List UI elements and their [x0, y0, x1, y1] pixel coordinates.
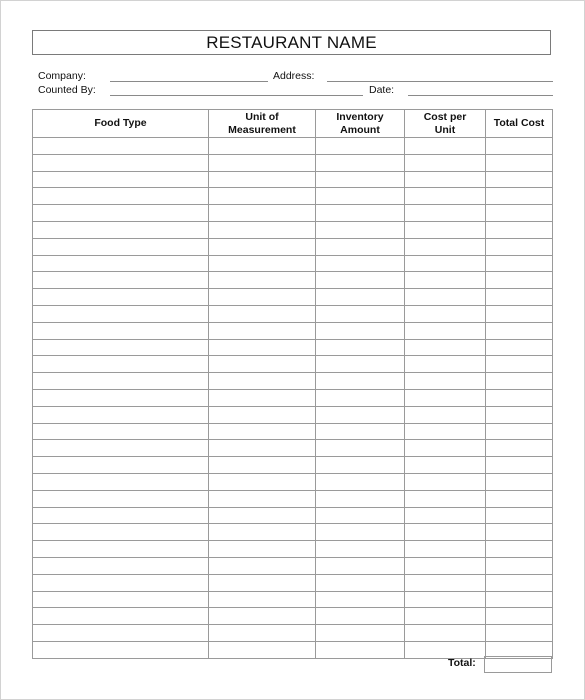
- table-cell[interactable]: [405, 255, 486, 272]
- table-cell[interactable]: [316, 255, 405, 272]
- table-cell[interactable]: [486, 322, 553, 339]
- table-cell[interactable]: [486, 541, 553, 558]
- table-cell[interactable]: [33, 440, 209, 457]
- table-cell[interactable]: [209, 356, 316, 373]
- table-cell[interactable]: [316, 322, 405, 339]
- table-row: [33, 524, 553, 541]
- table-cell[interactable]: [405, 625, 486, 642]
- table-cell[interactable]: [33, 608, 209, 625]
- table-cell[interactable]: [33, 625, 209, 642]
- table-cell[interactable]: [405, 457, 486, 474]
- table-cell[interactable]: [209, 205, 316, 222]
- table-cell[interactable]: [316, 641, 405, 658]
- table-cell[interactable]: [486, 389, 553, 406]
- table-row: [33, 557, 553, 574]
- table-cell[interactable]: [209, 541, 316, 558]
- table-cell[interactable]: [405, 641, 486, 658]
- table-row: [33, 473, 553, 490]
- table-cell[interactable]: [486, 608, 553, 625]
- table-cell[interactable]: [486, 591, 553, 608]
- table-cell[interactable]: [209, 574, 316, 591]
- table-cell[interactable]: [209, 440, 316, 457]
- table-cell[interactable]: [33, 473, 209, 490]
- table-cell[interactable]: [405, 574, 486, 591]
- table-row: [33, 171, 553, 188]
- table-cell[interactable]: [33, 373, 209, 390]
- table-cell[interactable]: [486, 305, 553, 322]
- header-cost-per-unit: Cost per Unit: [405, 110, 486, 138]
- table-cell[interactable]: [209, 171, 316, 188]
- table-cell[interactable]: [33, 171, 209, 188]
- table-cell[interactable]: [486, 423, 553, 440]
- table-cell[interactable]: [33, 406, 209, 423]
- table-cell[interactable]: [486, 238, 553, 255]
- table-cell[interactable]: [486, 625, 553, 642]
- table-cell[interactable]: [316, 205, 405, 222]
- table-row: [33, 625, 553, 642]
- table-cell[interactable]: [405, 608, 486, 625]
- table-cell[interactable]: [209, 389, 316, 406]
- table-cell[interactable]: [316, 608, 405, 625]
- table-cell[interactable]: [33, 154, 209, 171]
- table-cell[interactable]: [316, 305, 405, 322]
- table-cell[interactable]: [405, 221, 486, 238]
- header-inventory-amount: Inventory Amount: [316, 110, 405, 138]
- table-cell[interactable]: [316, 238, 405, 255]
- table-cell[interactable]: [405, 440, 486, 457]
- table-row: [33, 457, 553, 474]
- counted-by-field[interactable]: [110, 95, 363, 96]
- table-cell[interactable]: [33, 238, 209, 255]
- table-cell[interactable]: [405, 490, 486, 507]
- table-cell[interactable]: [209, 608, 316, 625]
- table-cell[interactable]: [33, 356, 209, 373]
- table-cell[interactable]: [486, 406, 553, 423]
- table-cell[interactable]: [316, 171, 405, 188]
- table-cell[interactable]: [316, 557, 405, 574]
- company-label: Company:: [38, 70, 86, 82]
- table-cell[interactable]: [33, 339, 209, 356]
- table-cell[interactable]: [316, 574, 405, 591]
- table-cell[interactable]: [486, 457, 553, 474]
- table-cell[interactable]: [405, 272, 486, 289]
- address-field[interactable]: [327, 81, 553, 82]
- table-cell[interactable]: [33, 641, 209, 658]
- table-cell[interactable]: [316, 339, 405, 356]
- table-cell[interactable]: [486, 373, 553, 390]
- table-cell[interactable]: [405, 373, 486, 390]
- table-cell[interactable]: [405, 557, 486, 574]
- table-cell[interactable]: [486, 490, 553, 507]
- table-cell[interactable]: [209, 406, 316, 423]
- table-cell[interactable]: [405, 138, 486, 155]
- table-cell[interactable]: [486, 138, 553, 155]
- table-cell[interactable]: [209, 238, 316, 255]
- company-field[interactable]: [110, 81, 268, 82]
- table-row: [33, 373, 553, 390]
- table-cell[interactable]: [209, 154, 316, 171]
- table-cell[interactable]: [209, 255, 316, 272]
- date-field[interactable]: [408, 95, 553, 96]
- table-cell[interactable]: [405, 305, 486, 322]
- table-cell[interactable]: [33, 541, 209, 558]
- table-cell[interactable]: [209, 423, 316, 440]
- table-cell[interactable]: [486, 524, 553, 541]
- table-cell[interactable]: [33, 272, 209, 289]
- table-cell[interactable]: [209, 625, 316, 642]
- table-cell[interactable]: [405, 205, 486, 222]
- table-cell[interactable]: [209, 457, 316, 474]
- table-cell[interactable]: [405, 541, 486, 558]
- table-cell[interactable]: [33, 305, 209, 322]
- header-row: [33, 110, 553, 138]
- table-cell[interactable]: [486, 188, 553, 205]
- table-cell[interactable]: [33, 457, 209, 474]
- table-cell[interactable]: [209, 221, 316, 238]
- table-cell[interactable]: [405, 339, 486, 356]
- table-cell[interactable]: [405, 507, 486, 524]
- table-cell[interactable]: [486, 356, 553, 373]
- counted-by-label: Counted By:: [38, 84, 96, 96]
- table-cell[interactable]: [486, 440, 553, 457]
- total-field[interactable]: [484, 656, 552, 673]
- table-cell[interactable]: [405, 289, 486, 306]
- table-cell[interactable]: [33, 557, 209, 574]
- table-cell[interactable]: [209, 373, 316, 390]
- table-cell[interactable]: [33, 423, 209, 440]
- table-row: [33, 507, 553, 524]
- table-cell[interactable]: [209, 490, 316, 507]
- table-cell[interactable]: [486, 171, 553, 188]
- table-cell[interactable]: [209, 188, 316, 205]
- table-row: [33, 238, 553, 255]
- table-row: [33, 406, 553, 423]
- table-cell[interactable]: [316, 188, 405, 205]
- address-label: Address:: [273, 70, 315, 82]
- inventory-table: [32, 109, 553, 659]
- table-row: [33, 289, 553, 306]
- table-row: [33, 541, 553, 558]
- table-cell[interactable]: [209, 473, 316, 490]
- table-cell[interactable]: [486, 255, 553, 272]
- table-cell[interactable]: [316, 490, 405, 507]
- table-cell[interactable]: [209, 339, 316, 356]
- table-cell[interactable]: [486, 473, 553, 490]
- table-row: [33, 322, 553, 339]
- table-cell[interactable]: [209, 524, 316, 541]
- table-row: [33, 574, 553, 591]
- table-cell[interactable]: [405, 524, 486, 541]
- table-row: [33, 440, 553, 457]
- table-cell[interactable]: [316, 389, 405, 406]
- table-row: [33, 356, 553, 373]
- table-row: [33, 339, 553, 356]
- table-cell[interactable]: [316, 473, 405, 490]
- table-cell[interactable]: [405, 188, 486, 205]
- table-cell[interactable]: [33, 389, 209, 406]
- table-cell[interactable]: [486, 574, 553, 591]
- table-row: [33, 389, 553, 406]
- table-cell[interactable]: [33, 507, 209, 524]
- table-cell[interactable]: [209, 305, 316, 322]
- table-row: [33, 138, 553, 155]
- table-cell[interactable]: [316, 356, 405, 373]
- table-cell[interactable]: [316, 625, 405, 642]
- table-cell[interactable]: [316, 591, 405, 608]
- table-row: [33, 221, 553, 238]
- table-cell[interactable]: [33, 289, 209, 306]
- table-row: [33, 255, 553, 272]
- table-cell[interactable]: [33, 188, 209, 205]
- table-row: [33, 490, 553, 507]
- table-cell[interactable]: [316, 154, 405, 171]
- table-cell[interactable]: [316, 423, 405, 440]
- table-cell[interactable]: [316, 440, 405, 457]
- table-row: [33, 608, 553, 625]
- table-cell[interactable]: [486, 221, 553, 238]
- table-cell[interactable]: [209, 138, 316, 155]
- table-cell[interactable]: [486, 557, 553, 574]
- table-cell[interactable]: [316, 221, 405, 238]
- table-cell[interactable]: [405, 154, 486, 171]
- date-label: Date:: [369, 84, 395, 96]
- table-cell[interactable]: [316, 507, 405, 524]
- table-row: [33, 305, 553, 322]
- table-cell[interactable]: [209, 322, 316, 339]
- table-cell[interactable]: [405, 473, 486, 490]
- table-cell[interactable]: [209, 557, 316, 574]
- table-cell[interactable]: [33, 255, 209, 272]
- table-cell[interactable]: [316, 138, 405, 155]
- table-cell[interactable]: [486, 289, 553, 306]
- table-cell[interactable]: [209, 507, 316, 524]
- table-cell[interactable]: [33, 138, 209, 155]
- table-cell[interactable]: [316, 272, 405, 289]
- table-cell[interactable]: [405, 406, 486, 423]
- table-cell[interactable]: [33, 524, 209, 541]
- table-cell[interactable]: [405, 322, 486, 339]
- table-cell[interactable]: [486, 205, 553, 222]
- table-cell[interactable]: [486, 272, 553, 289]
- table-cell[interactable]: [33, 322, 209, 339]
- table-cell[interactable]: [209, 272, 316, 289]
- table-cell[interactable]: [316, 457, 405, 474]
- table-cell[interactable]: [486, 339, 553, 356]
- table-cell[interactable]: [33, 221, 209, 238]
- table-cell[interactable]: [316, 406, 405, 423]
- table-cell[interactable]: [405, 591, 486, 608]
- table-cell[interactable]: [33, 591, 209, 608]
- page-title: RESTAURANT NAME: [32, 30, 551, 55]
- table-cell[interactable]: [316, 289, 405, 306]
- table-cell[interactable]: [316, 524, 405, 541]
- total-label: Total:: [448, 657, 476, 669]
- table-cell[interactable]: [405, 389, 486, 406]
- table-row: [33, 188, 553, 205]
- table-cell[interactable]: [33, 574, 209, 591]
- table-cell[interactable]: [405, 423, 486, 440]
- table-row: [33, 154, 553, 171]
- table-cell[interactable]: [209, 289, 316, 306]
- table-row: [33, 423, 553, 440]
- header-food-type: Food Type: [33, 110, 209, 138]
- header-unit-of-measurement: Unit of Measurement: [209, 110, 316, 138]
- table-cell[interactable]: [316, 373, 405, 390]
- table-row: [33, 272, 553, 289]
- table-cell[interactable]: [209, 591, 316, 608]
- table-cell[interactable]: [405, 171, 486, 188]
- header-total-cost: Total Cost: [486, 110, 553, 138]
- table-cell[interactable]: [486, 507, 553, 524]
- table-cell[interactable]: [33, 490, 209, 507]
- table-cell[interactable]: [486, 154, 553, 171]
- table-cell[interactable]: [209, 641, 316, 658]
- table-row: [33, 641, 553, 658]
- table-cell[interactable]: [316, 541, 405, 558]
- table-cell[interactable]: [405, 238, 486, 255]
- table-row: [33, 205, 553, 222]
- table-cell[interactable]: [33, 205, 209, 222]
- table-row: [33, 591, 553, 608]
- table-cell[interactable]: [405, 356, 486, 373]
